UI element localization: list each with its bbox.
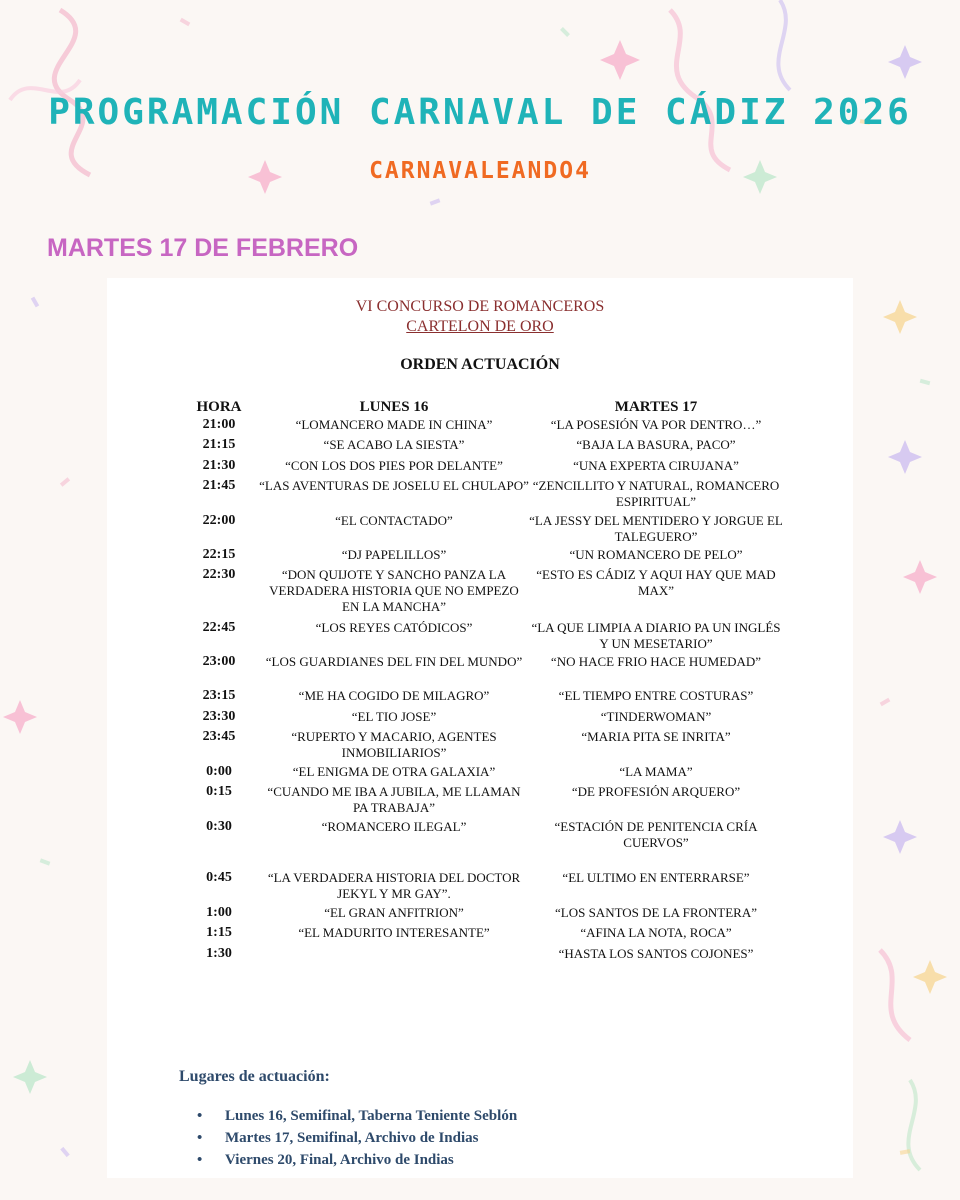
row-day1-group: “EL ENIGMA DE OTRA GALAXIA”	[292, 764, 496, 779]
venues-list	[197, 1108, 517, 1174]
row-day2-group: “MARIA PITA SE INRITA”	[581, 729, 731, 744]
row-hour: 0:15	[206, 784, 232, 799]
venue-item: • Viernes 20, Final, Archivo de Indias	[197, 1152, 517, 1174]
row-day1-group: “EL TIO JOSE”	[351, 709, 437, 724]
schedule-document	[107, 278, 853, 1178]
row-day1-group: “LOS REYES CATÓDICOS”	[315, 620, 473, 635]
row-day1-group: “DJ PAPELILLOS”	[341, 547, 447, 562]
row-hour: 21:00	[202, 417, 236, 432]
row-day1-group: “CON LOS DOS PIES POR DELANTE”	[285, 458, 503, 473]
venue-item: • Martes 17, Semifinal, Archivo de Indias	[197, 1130, 517, 1152]
contest-title: VI CONCURSO DE ROMANCEROS	[355, 298, 605, 315]
row-day2-group: “HASTA LOS SANTOS COJONES”	[558, 946, 754, 961]
row-hour: 23:45	[202, 729, 236, 744]
row-day2-group: “AFINA LA NOTA, ROCA”	[580, 925, 732, 940]
row-day2-group: “LA MAMA”	[619, 764, 693, 779]
order-heading: ORDEN ACTUACIÓN	[400, 356, 560, 373]
account-handle: CARNAVALEANDO4	[369, 158, 591, 184]
row-day2-group: “LA QUE LIMPIA A DIARIO PA UN INGLÉS Y UN MESETARIO”	[531, 620, 781, 651]
row-day2-group: “TINDERWOMAN”	[600, 709, 712, 724]
row-hour: 22:00	[202, 513, 236, 528]
row-day1-group: “CUANDO ME IBA A JUBILA, ME LLAMAN PA TRABAJA”	[267, 784, 521, 815]
column-header-hour: HORA	[196, 399, 242, 415]
row-hour: 23:30	[202, 709, 236, 724]
row-day2-group: “LA POSESIÓN VA POR DENTRO…”	[550, 417, 762, 432]
venues-heading: Lugares de actuación:	[179, 1068, 330, 1085]
row-hour: 22:45	[202, 620, 236, 635]
row-day2-group: “EL ULTIMO EN ENTERRARSE”	[562, 870, 750, 885]
row-hour: 1:30	[206, 946, 232, 961]
row-day1-group: “EL CONTACTADO”	[335, 513, 453, 528]
row-hour: 23:00	[202, 654, 236, 669]
row-hour: 21:45	[202, 478, 236, 493]
row-hour: 22:30	[202, 567, 236, 582]
row-hour: 21:30	[202, 458, 236, 473]
venue-item: • Lunes 16, Semifinal, Taberna Teniente Seblón	[197, 1108, 517, 1130]
row-day1-group: “DON QUIJOTE Y SANCHO PANZA LA VERDADERA HISTORIA QUE NO EMPEZO EN LA MANCHA”	[269, 567, 519, 614]
contest-subtitle: CARTELON DE ORO	[406, 318, 554, 335]
row-day1-group: “EL GRAN ANFITRION”	[324, 905, 464, 920]
row-day2-group: “DE PROFESIÓN ARQUERO”	[571, 784, 741, 799]
row-hour: 22:15	[202, 547, 236, 562]
row-day2-group: “LOS SANTOS DE LA FRONTERA”	[555, 905, 757, 920]
row-day2-group: “LA JESSY DEL MENTIDERO Y JORGUE EL TALEGUERO”	[529, 513, 783, 544]
row-day1-group: “ROMANCERO ILEGAL”	[321, 819, 467, 834]
row-day1-group: “ME HA COGIDO DE MILAGRO”	[298, 688, 490, 703]
column-header-day2: MARTES 17	[614, 399, 698, 415]
day-heading: MARTES 17 DE FEBRERO	[47, 234, 359, 262]
row-day2-group: “BAJA LA BASURA, PACO”	[576, 437, 736, 452]
row-day2-group: “UNA EXPERTA CIRUJANA”	[573, 458, 739, 473]
column-header-day1: LUNES 16	[359, 399, 429, 415]
row-hour: 1:00	[206, 905, 232, 920]
row-hour: 0:45	[206, 870, 232, 885]
row-day2-group: “ESTO ES CÁDIZ Y AQUI HAY QUE MAD MAX”	[536, 567, 776, 598]
page-title: PROGRAMACIÓN CARNAVAL DE CÁDIZ 2026	[48, 92, 912, 133]
row-day1-group: “RUPERTO Y MACARIO, AGENTES INMOBILIARIOS”	[291, 729, 497, 760]
row-day1-group: “LOMANCERO MADE IN CHINA”	[295, 417, 493, 432]
row-day2-group: “ESTACIÓN DE PENITENCIA CRÍA CUERVOS”	[554, 819, 758, 850]
row-hour: 21:15	[202, 437, 236, 452]
row-hour: 0:00	[206, 764, 232, 779]
row-hour: 0:30	[206, 819, 232, 834]
row-day1-group: “EL MADURITO INTERESANTE”	[298, 925, 490, 940]
row-hour: 23:15	[202, 688, 236, 703]
row-day2-group: “EL TIEMPO ENTRE COSTURAS”	[558, 688, 754, 703]
row-day1-group: “LOS GUARDIANES DEL FIN DEL MUNDO”	[265, 654, 523, 669]
row-day1-group: “SE ACABO LA SIESTA”	[323, 437, 465, 452]
row-hour: 1:15	[206, 925, 232, 940]
row-day1-group: “LA VERDADERA HISTORIA DEL DOCTOR JEKYL Y MR GAY”.	[267, 870, 521, 901]
row-day2-group: “UN ROMANCERO DE PELO”	[569, 547, 743, 562]
row-day2-group: “NO HACE FRIO HACE HUMEDAD”	[550, 654, 762, 669]
row-day1-group: “LAS AVENTURAS DE JOSELU EL CHULAPO”	[259, 478, 529, 493]
row-day2-group: “ZENCILLITO Y NATURAL, ROMANCERO ESPIRITUAL”	[532, 478, 780, 509]
